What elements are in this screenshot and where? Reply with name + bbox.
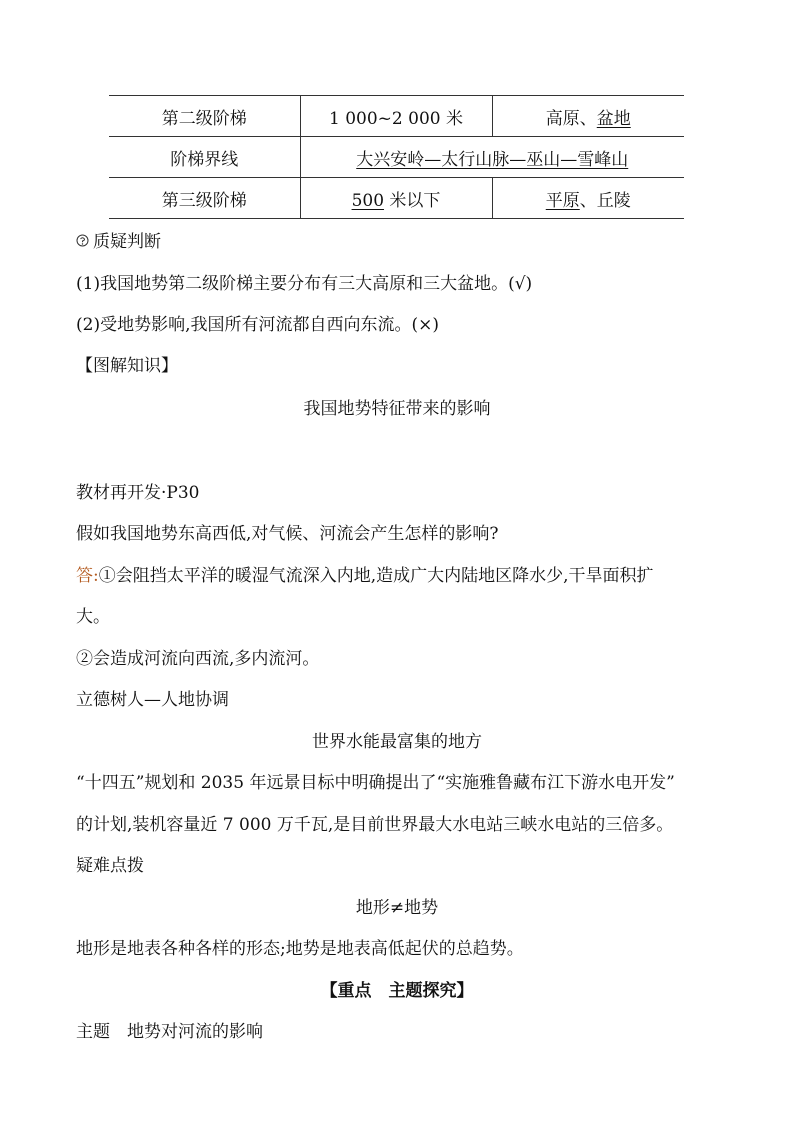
section-heading: 【图解知识】 bbox=[76, 356, 178, 376]
table-row bbox=[109, 96, 684, 137]
table-cell bbox=[492, 96, 684, 137]
moral-label: 立德树人—人地协调 bbox=[76, 690, 229, 710]
table-cell: 1 000~2 000 米 bbox=[300, 96, 492, 137]
table-cell: 阶梯界线 bbox=[109, 137, 300, 178]
cell-text: 、丘陵 bbox=[579, 190, 631, 211]
moral-paragraph-1: “十四五”规划和 2035 年远景目标中明确提出了“实施雅鲁藏布江下游水电开发” bbox=[76, 773, 675, 793]
diagram-title: 我国地势特征带来的影响 bbox=[303, 399, 491, 419]
table-row bbox=[109, 178, 684, 219]
judge-heading bbox=[76, 231, 161, 255]
cell-text: 高原、 bbox=[545, 108, 597, 129]
answer-line-1 bbox=[76, 565, 654, 587]
cell-answer: 大兴安岭—太行山脉—巫山—雪峰山 bbox=[356, 149, 629, 170]
textbook-question: 假如我国地势东高西低,对气候、河流会产生怎样的影响? bbox=[76, 524, 499, 544]
cell-answer: 平原 bbox=[545, 190, 580, 211]
tip-text: 地形是地表各种各样的形态;地势是地表高低起伏的总趋势。 bbox=[76, 939, 524, 959]
cell-text: 米以下 bbox=[384, 190, 441, 211]
table-cell bbox=[300, 178, 492, 219]
cell-answer: 500 bbox=[351, 190, 385, 211]
table-cell: 第二级阶梯 bbox=[109, 96, 300, 137]
tip-title: 地形≠地势 bbox=[355, 898, 439, 918]
table-cell: 第三级阶梯 bbox=[109, 178, 300, 219]
judge-title: 质疑判断 bbox=[93, 232, 161, 252]
table-cell bbox=[492, 178, 684, 219]
table-row bbox=[109, 137, 684, 178]
moral-title: 世界水能最富集的地方 bbox=[312, 732, 482, 752]
textbook-label: 教材再开发·P30 bbox=[76, 483, 200, 503]
focus-topic: 主题 地势对河流的影响 bbox=[76, 1022, 263, 1042]
cell-answer: 盆地 bbox=[596, 108, 631, 129]
focus-heading: 【重点 主题探究】 bbox=[320, 981, 474, 1001]
tip-label: 疑难点拨 bbox=[76, 856, 144, 876]
moral-paragraph-2: 的计划,装机容量近 7 000 万千瓦,是目前世界最大水电站三峡水电站的三倍多。 bbox=[76, 815, 674, 835]
terrain-steps-table bbox=[109, 95, 684, 219]
judge-item-2: (2)受地势影响,我国所有河流都自西向东流。(×) bbox=[76, 315, 439, 335]
judge-item-1: (1)我国地势第二级阶梯主要分布有三大高原和三大盆地。(√) bbox=[76, 274, 533, 294]
answer-label: 答: bbox=[76, 566, 99, 586]
table-cell bbox=[300, 137, 684, 178]
answer-line-2: ②会造成河流向西流,多内流河。 bbox=[76, 649, 320, 669]
answer-line-1-cont: 大。 bbox=[76, 607, 110, 627]
question-icon bbox=[76, 233, 89, 255]
answer-text: ①会阻挡太平洋的暖湿气流深入内地,造成广大内陆地区降水少,干旱面积扩 bbox=[98, 566, 654, 586]
